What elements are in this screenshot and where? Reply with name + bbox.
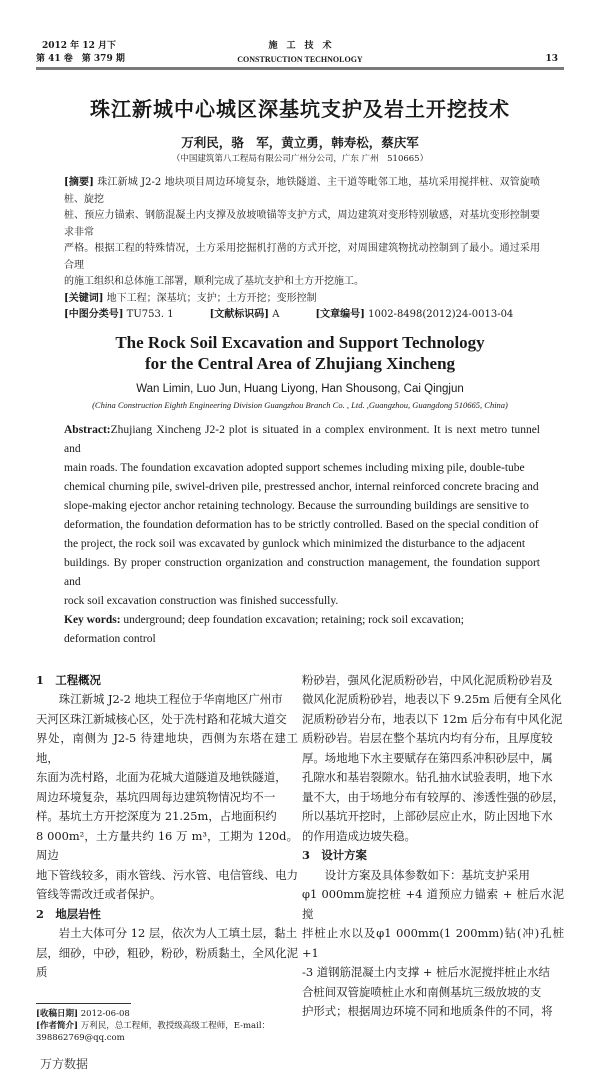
article-number: 1002-8498(2012)24-0013-04 [368,309,514,320]
classification-row [64,307,540,324]
abstract-line: 珠江新城 J2-2 地块项目周边环境复杂，地铁隧道、主干道等毗邻工地，基坑采用搅拌桩、双管旋喷桩、旋挖 [64,177,540,205]
clc-number: TU753. 1 [126,309,174,320]
section-heading: 1 工程概况 [36,672,101,687]
section-heading: 3 设计方案 [302,848,367,862]
wanfang-watermark: 万方数据 [40,1056,89,1071]
journal-name-en: CONSTRUCTION TECHNOLOGY [237,55,363,64]
abstract-en: Abstract:Zhujiang Xincheng J2-2 plot is situated in a complex environment. It is next metro tunnel and main roads. The foundation excavation adopted support schemes including mixing pile, double-tube chemical churning pile, swivel-driven pile, prestressed anchor, internal reinforced concrete bracing and slope-making ejector anchor retaining technology. Because the surrounding buildings are sensitive to deformation, the foundation deformation has to be strictly controlled. Based on the special condition of the project, the rock soil was excavated by gunlock which minimized the disturbance to the adjacent buildings. By proper construction organization and construction management, the foundation support and rock soil excavation construction was finished successfully. Key words: underground; deep foundation excavation; retaining; rock soil excavation; deformation control [64,423,540,645]
body-columns [36,671,564,1072]
authors-cn: 万利民，骆 军，黄立勇，韩寿松，蔡庆军 [181,135,419,150]
footnote-rule [36,1003,131,1004]
authors-en: Wan Limin, Luo Jun, Huang Liyong, Han Shousong, Cai Qingjun [136,382,464,395]
keywords-cn: [关键词] 地下工程；深基坑；支护；土方开挖；变形控制 [64,292,317,304]
article-no: [文章编号] 1002-8498(2012)24-0013-04 [315,309,514,320]
volume-issue: 第 41 卷 第 379 期 [36,54,125,64]
issue-info [36,40,186,66]
keywords-en: Key words: underground; deep foundation excavation; retaining; rock soil excavation; [64,613,464,626]
section-heading: 2 地层岩性 [36,906,101,921]
author-email: 398862769@qq.com [36,1032,125,1043]
abstract-line: 桩、预应力锚索、钢筋混凝土内支撑及放坡喷锚等支护方式，周边建筑对变形特别敏感，对基坑变形控制要求非常 [64,210,540,238]
affiliation-en: (China Construction Eighth Engineering Division Guangzhou Branch Co. , Ltd. ,Guangzhou, Guangdong 510665, China) [92,399,508,410]
footnote: [收稿日期] 2012-06-08 [作者简介] 万利民，总工程师，教授级高级工程师，E-mail： 398862769@qq.com [36,1008,298,1044]
paper-title-en: The Rock Soil Excavation and Support Technology for the Central Area of Zhujiang Xincheng [115,332,485,373]
page-number: 13 [545,54,558,64]
document-code: [文献标识码] A [209,309,280,320]
issue-date: 2012 年 12 月下 [42,41,116,51]
doc-code: A [272,309,280,320]
clc: [中图分类号] TU753. 1 [64,309,174,320]
header-rule [36,67,564,70]
running-header [36,40,564,66]
paper-title-cn: 珠江新城中心城区深基坑支护及岩土开挖技术 [90,97,510,121]
journal-name-cn: 施 工 技 术 [268,41,332,51]
affiliation-cn: （中国建筑第八工程局有限公司广州分公司，广东 广州 510665） [171,154,429,164]
journal-name [186,40,414,66]
abstract-line: 的施工组织和总体施工部署，顺利完成了基坑支护和土方开挖施工。 [64,276,364,287]
left-column: 1 工程概况 珠江新城 J2-2 地块工程位于华南地区广州市 天河区珠江新城核心区，处于冼村路和花城大道交 界处，南侧为 J2-5 待建地块，西侧为东塔在建工地， 东面为冼村路，北面为花城大道隧道及地铁隧道， 周边环境复杂，基坑四周每边建筑物情况均不一 样。基坑土方开挖深度为 21.25m，占地面积约 8 000m²，土方量共约 16 万 m³，工期为 120d。周边 地下管线较多，雨水管线、污水管、电信管线、电力 管线等需改迁或者保护。 2 地层岩性 岩土大体可分 12 层，依次为人工填土层，黏土 层，细砂，中砂，粗砂，粉砂，粉质黏土，全风化泥质 [收稿日期] 2012-06-08 [作者简介] 万利民，总工程师，教授级高级工程师，E-mail： 398862769@qq.com 万方数据 [36,672,298,1071]
received-date: 2012-06-08 [80,1008,130,1019]
abstract-cn [64,175,540,324]
abstract-label: [摘要] [64,177,94,188]
abstract-line: 严格。根据工程的特殊情况，土方采用挖掘机打凿的方式开挖，对周围建筑物扰动控制到了最小。通过采用合理 [64,243,540,271]
right-column: 粉砂岩，强风化泥质粉砂岩，中风化泥质粉砂岩及 微风化泥质粉砂岩，地表以下 9.25m 后便有全风化 泥质粉砂岩分布，地表以下 12m 后分布有中风化泥 质粉砂岩。岩层在整个基坑内均有分布，且厚度较 厚。场地地下水主要赋存在第四系冲积砂层中，属 孔隙水和基岩裂隙水。钻孔抽水试验表明，地下水 量不大，由于场地分布有较厚的、渗透性强的砂层， 所以基坑开挖时，上部砂层应止水，防止因地下水 的作用造成边坡失稳。 3 设计方案 设计方案及具体参数如下：基坑支护采用 φ1 000mm旋挖桩 +4 道预应力锚索 + 桩后水泥搅 拌桩止水以及φ1 000mm(1 200mm)钻(冲)孔桩 +1 -3 道钢筋混凝土内支撑 + 桩后水泥搅拌桩止水结 合桩间双管旋喷桩止水和南侧基坑三级放坡的支 护形式；根据周边环境不同和地质条件的不同，将 [302,672,564,1018]
